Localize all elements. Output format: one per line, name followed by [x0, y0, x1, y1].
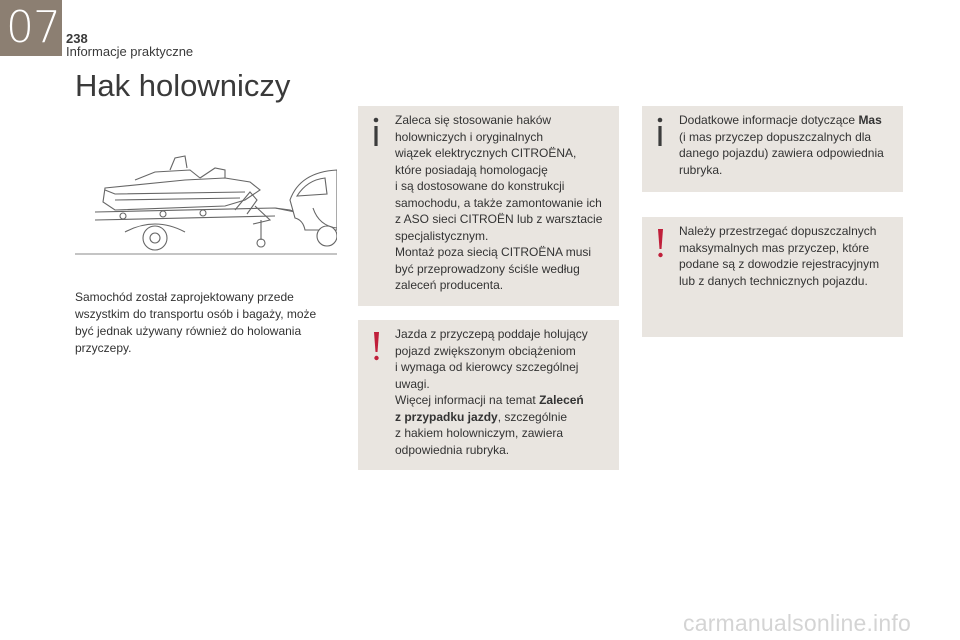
text-line: Montaż poza siecią CITROËNA musi	[395, 245, 592, 259]
intro-paragraph: Samochód został zaprojektowany przede wszystkim do transportu osób i bagaży, może być jednak używany również do holowania przyczepy.	[75, 290, 317, 355]
bold-reference: z przypadku jazdy	[395, 409, 498, 424]
text-line: odpowiednia rubryka.	[395, 442, 510, 457]
text-fragment: , szczególnie	[497, 409, 568, 424]
text-line: podane są z dowodzie rejestracyjnym	[679, 257, 880, 271]
page-number: 238	[66, 31, 88, 46]
warning-icon	[366, 328, 386, 362]
info-box-accessories	[358, 106, 619, 306]
warning-box-limits	[642, 217, 903, 337]
text-line	[395, 392, 609, 409]
text-line: pojazd zwiększonym obciążeniom	[395, 343, 576, 358]
text-line: uwagi.	[395, 376, 430, 391]
section-name: Informacje praktyczne	[66, 44, 194, 59]
text-line: Zaleca się stosowanie haków	[395, 113, 552, 127]
info-icon	[366, 114, 386, 148]
text-line	[395, 409, 609, 426]
warning-icon	[650, 225, 670, 259]
text-line: zaleceń producenta.	[395, 278, 504, 292]
text-line: holowniczych i oryginalnych	[395, 129, 544, 144]
text-line: Należy przestrzegać dopuszczalnych	[679, 224, 877, 238]
text-line: samochodu, a także zamontowanie ich	[395, 195, 602, 210]
text-line: być przeprowadzony ściśle według	[395, 261, 580, 276]
watermark: carmanualsonline.info	[683, 610, 911, 636]
text-line	[679, 112, 893, 129]
page-title: Hak holowniczy	[75, 68, 291, 103]
text-line: specjalistycznym.	[395, 228, 489, 243]
text-line: maksymalnych mas przyczep, które	[679, 240, 870, 255]
text-fragment: Więcej informacji na temat	[395, 393, 536, 407]
warning-box-driving	[358, 320, 619, 470]
text-line: z hakiem holowniczym, zawiera	[395, 426, 564, 440]
chapter-tab	[0, 0, 62, 56]
chapter-number: 07	[6, 2, 60, 53]
text-line: z ASO sieci CITROËN lub z warsztacie	[395, 212, 603, 226]
bold-reference: Zaleceń	[539, 393, 584, 407]
text-line: wiązek elektrycznych CITROËNA,	[395, 146, 577, 160]
text-line: rubryka.	[679, 162, 723, 177]
text-line: lub z danych technicznych pojazdu.	[679, 273, 868, 288]
text-line: i wymaga od kierowcy szczególnej	[395, 360, 579, 374]
text-line: danego pojazdu) zawiera odpowiednia	[679, 146, 884, 160]
text-fragment: Dodatkowe informacje dotyczące	[679, 113, 856, 127]
text-line: (i mas przyczep dopuszczalnych dla	[679, 129, 872, 144]
trailer-jetski-illustration	[75, 150, 337, 256]
text-line: Jazda z przyczepą poddaje holujący	[395, 327, 588, 341]
text-line: które posiadają homologację	[395, 162, 548, 177]
text-line: i są dostosowane do konstrukcji	[395, 179, 565, 193]
info-box-masses	[642, 106, 903, 192]
bold-reference: Mas	[858, 113, 882, 127]
info-icon	[650, 114, 670, 148]
